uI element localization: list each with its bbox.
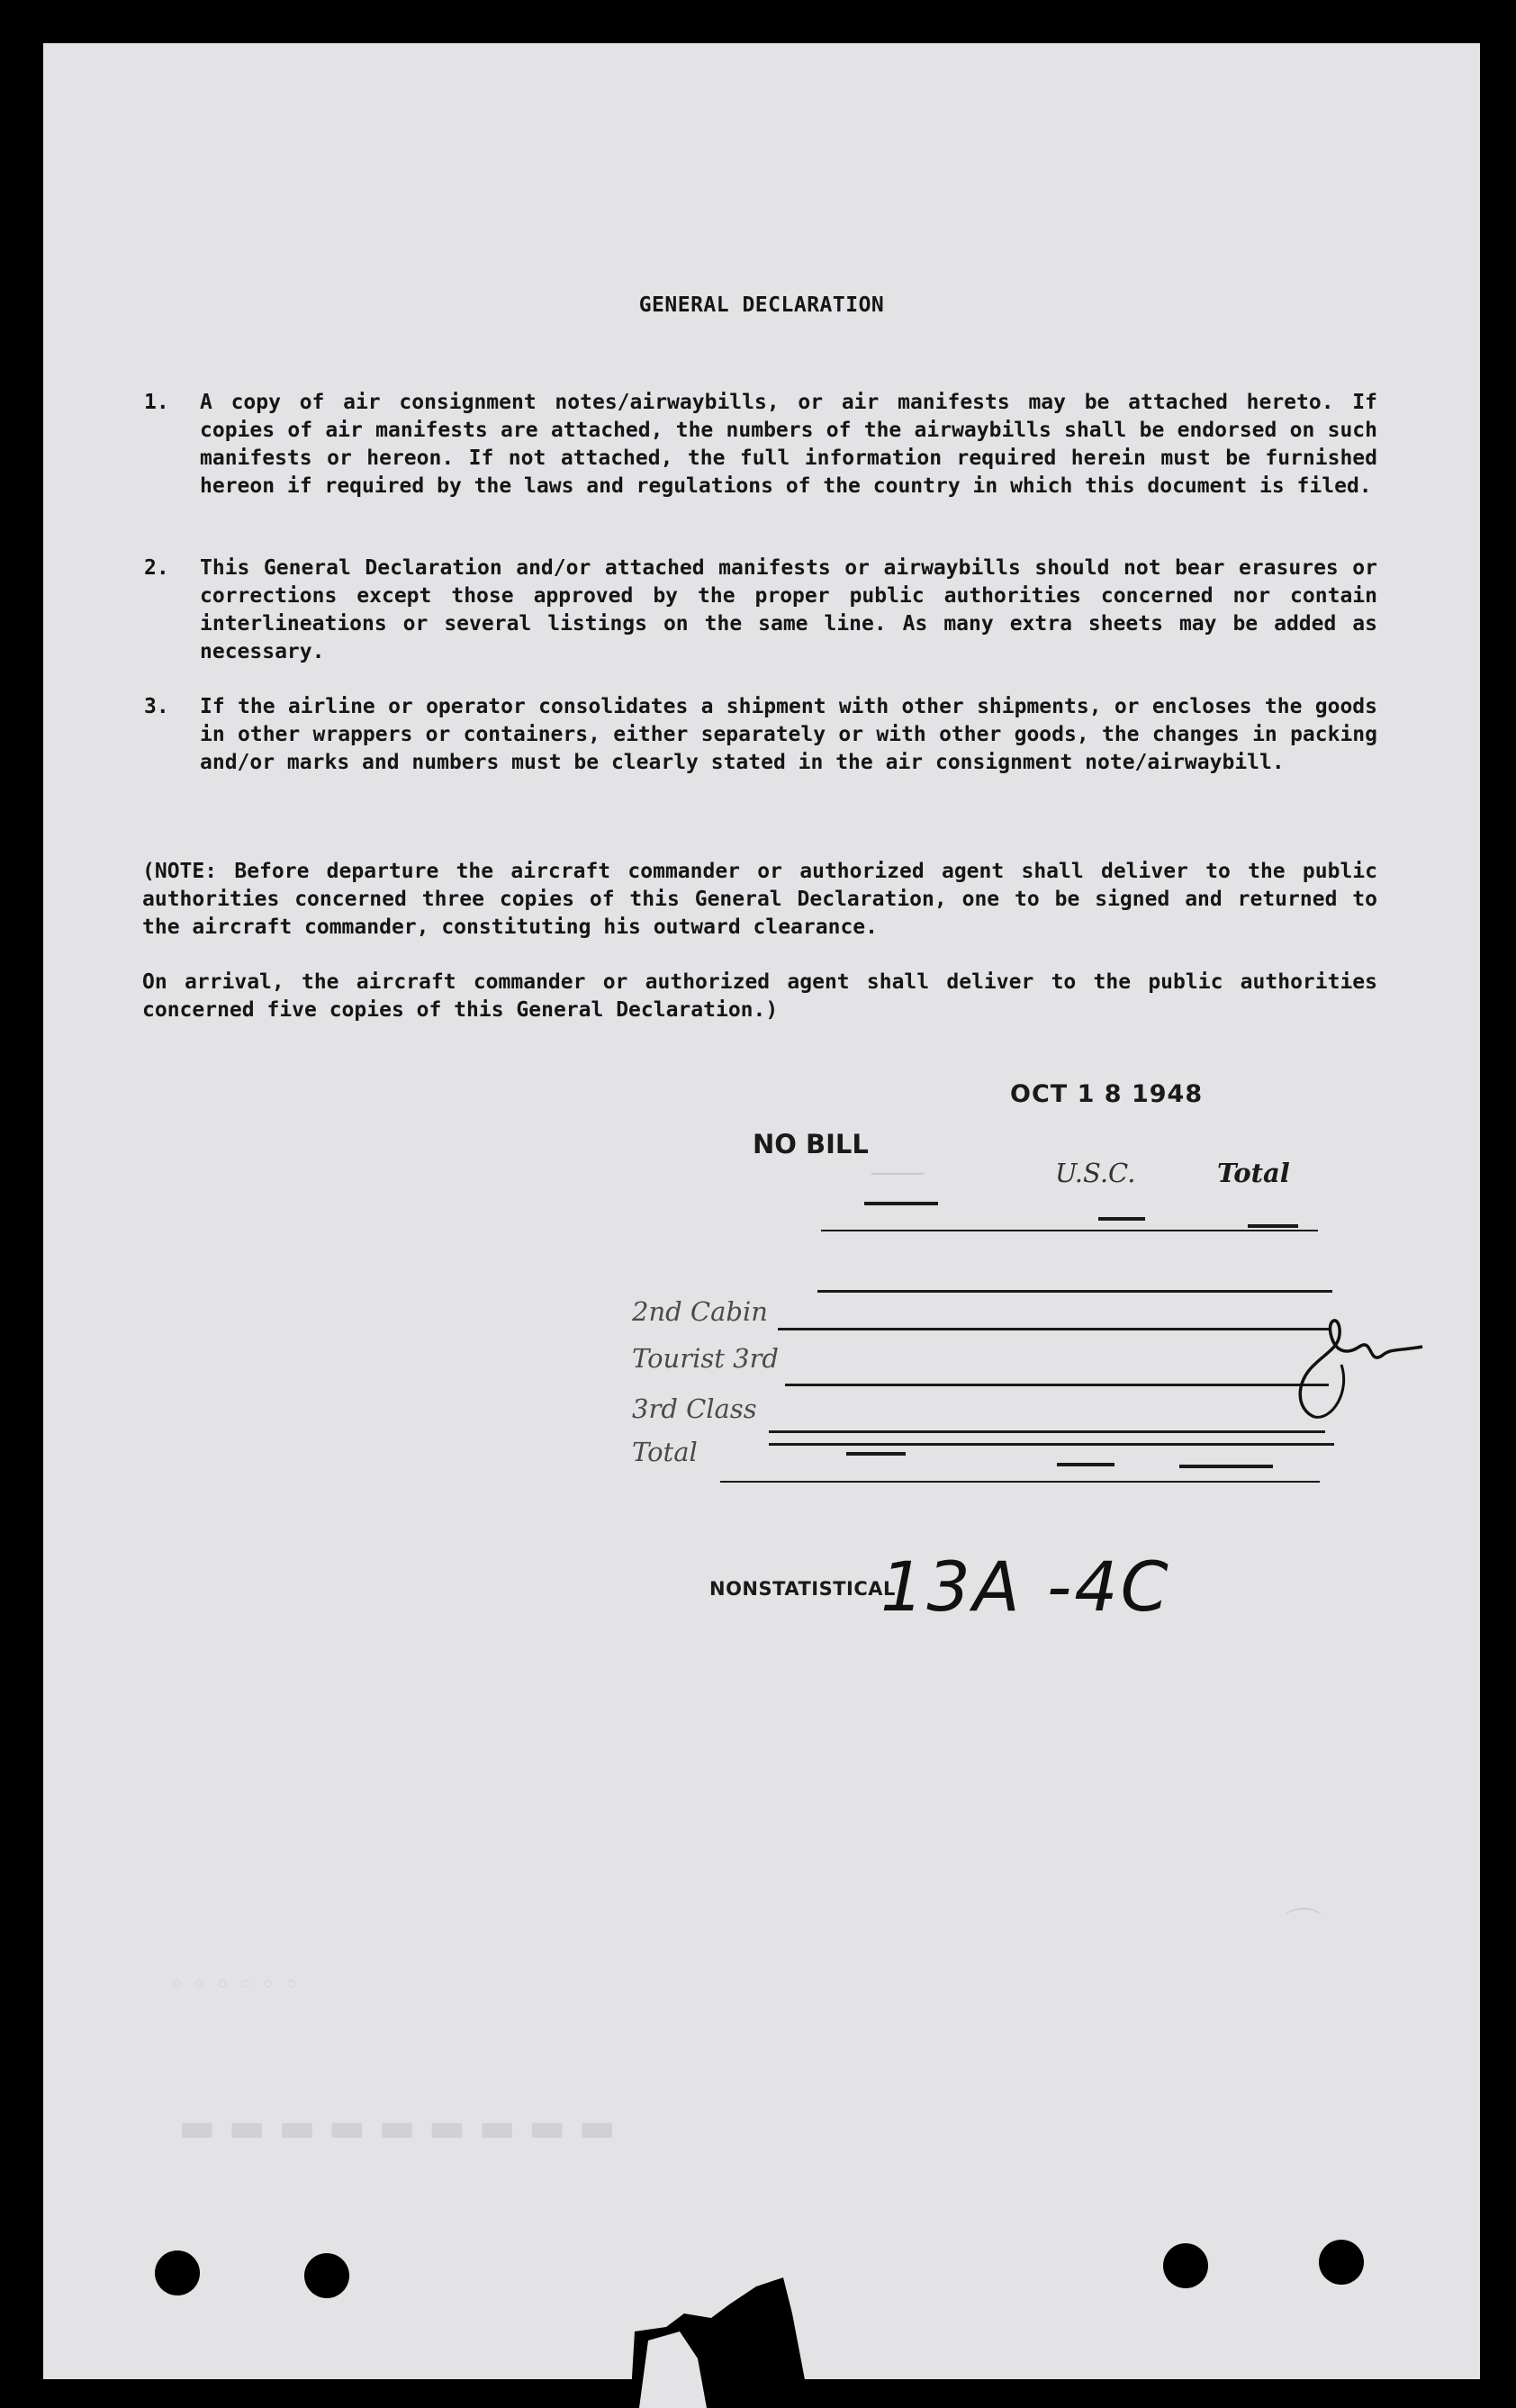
punch-hole	[155, 2250, 200, 2295]
punch-hole	[1319, 2240, 1364, 2285]
tally-row-label: 3rd Class	[632, 1393, 757, 1424]
torn-edge	[630, 2277, 810, 2408]
tally-dash	[1098, 1217, 1145, 1221]
nonstatistical-stamp: NONSTATISTICAL	[709, 1578, 896, 1600]
date-stamp: OCT 1 8 1948	[1010, 1080, 1204, 1108]
tally-rule	[778, 1328, 1329, 1330]
item-text: If the airline or operator consolidates a shipment with other shipments, or encloses the goods in other wrappers or containers, either separately or with other goods, the changes in packing and/or marks and numbers must be clearly stated in the air consignment note/airwaybill.	[200, 695, 1377, 774]
tally-rule	[720, 1481, 1320, 1483]
column-header-total: Total	[1217, 1158, 1290, 1188]
tally-rule	[785, 1384, 1329, 1386]
list-item-1	[144, 389, 1377, 501]
tally-dash	[1057, 1463, 1114, 1466]
tally-rule	[769, 1443, 1334, 1446]
tally-row-label: 2nd Cabin	[632, 1296, 768, 1327]
tally-dash	[1179, 1465, 1273, 1468]
no-bill-stamp: NO BILL	[753, 1129, 869, 1159]
tally-row-label: Total	[632, 1437, 698, 1467]
tally-row-label: Tourist 3rd	[632, 1343, 779, 1374]
list-item-3	[144, 693, 1377, 777]
list-item-2	[144, 555, 1377, 666]
item-number: 1.	[144, 391, 169, 414]
initials-signature	[1278, 1311, 1431, 1428]
tally-rule	[821, 1230, 1318, 1231]
item-number: 2.	[144, 556, 169, 580]
tally-dash	[864, 1202, 938, 1205]
item-number: 3.	[144, 695, 169, 718]
item-text: A copy of air consignment notes/airwaybills, or air manifests may be attached hereto. If copies of air manifests are attached, the numbers of the airwaybills shall be endorsed on such manifests or hereon. If not attached, the full information required herein must be furnished hereon if required by the laws and regulations of the country in which this document is filed.	[200, 391, 1377, 498]
note-paragraph-departure: (NOTE: Before departure the aircraft commander or authorized agent shall deliver to the public authorities concerned three copies of this General Declaration, one to be signed and returned to the aircraft commander, constituting his outward clearance.	[142, 860, 1377, 939]
bleed-through-mark: ◦ ◦ ◦ ◦ ◦ ◦	[169, 1970, 299, 1999]
column-header-usc: U.S.C.	[1055, 1158, 1136, 1188]
tally-dash	[846, 1452, 906, 1456]
document-page	[43, 43, 1480, 2379]
faded-row-label: ────	[871, 1161, 924, 1186]
handwritten-code: 13A -4C	[880, 1547, 1171, 1627]
item-text: This General Declaration and/or attached manifests or airwaybills should not bear erasures or corrections except those approved by the proper public authorities concerned nor contain interlineations or several listings on the same line. As many extra sheets may be added as necessary.	[200, 556, 1377, 663]
note-paragraph-arrival: On arrival, the aircraft commander or authorized agent shall deliver to the public authorities concerned five copies of this General Declaration.)	[142, 970, 1377, 1022]
punch-hole	[304, 2253, 349, 2298]
punch-hole	[1163, 2243, 1208, 2288]
tally-rule	[817, 1290, 1332, 1293]
tally-rule	[769, 1430, 1325, 1433]
bleed-through-mark: ⌒	[1286, 1906, 1322, 1947]
page-title: GENERAL DECLARATION	[638, 293, 885, 317]
bleed-through-mark: ▬ ▬ ▬ ▬ ▬ ▬ ▬ ▬ ▬	[178, 2105, 617, 2151]
tally-dash	[1248, 1224, 1298, 1228]
